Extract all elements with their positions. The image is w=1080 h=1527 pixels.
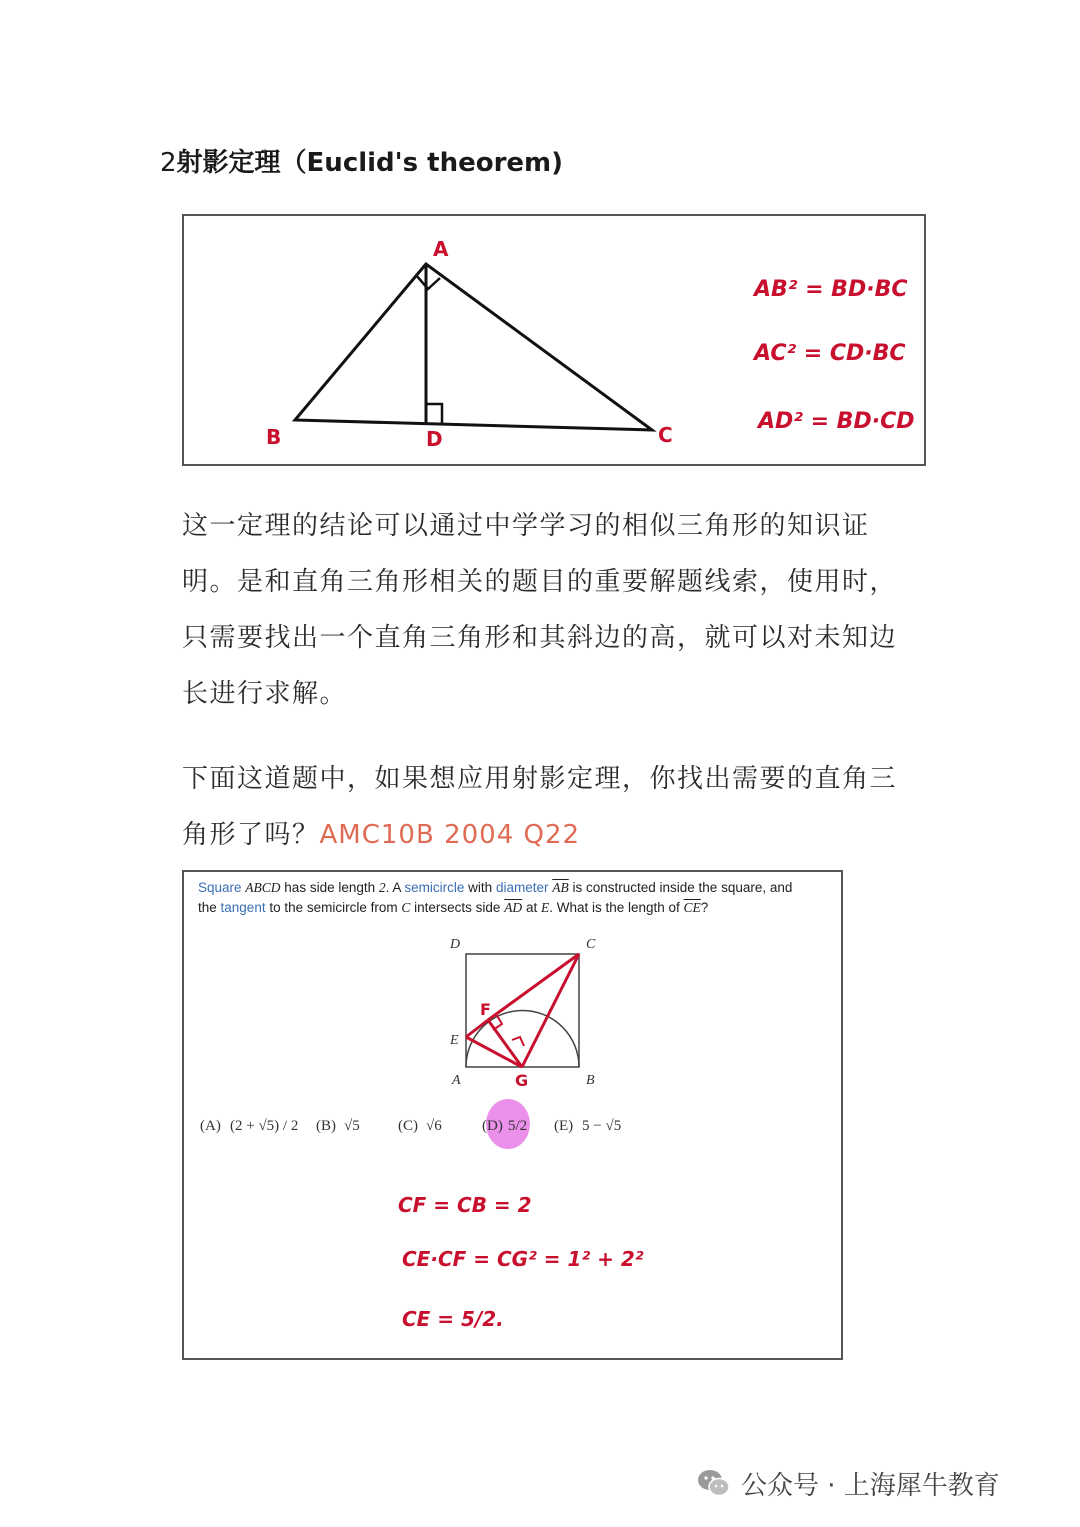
work-line-1: CF = CB = 2 <box>398 1193 532 1217</box>
segment-cf <box>488 954 579 1020</box>
section-title: 射影定理（Euclid's theorem) <box>176 148 564 178</box>
choice-e-value: 5 − √5 <box>582 1118 622 1134</box>
choice-c-label: (C) <box>398 1118 418 1134</box>
label-b: B <box>586 1073 595 1088</box>
label-c: C <box>586 937 596 952</box>
problem-line-2: the tangent to the semicircle from C intersects side $\overline{AD}$ at E. What is the length of $\overline{CE}$? <box>198 900 709 915</box>
right-angle-fg <box>512 1037 524 1046</box>
choice-a-label: (A) <box>200 1118 221 1134</box>
choice-d-label: (D) <box>482 1118 503 1134</box>
work-line-2: CE·CF = CG² = 1² + 2² <box>402 1247 644 1271</box>
section-number: 2 <box>160 148 177 178</box>
problem-reference: AMC10B 2004 Q22 <box>319 820 581 850</box>
choice-b-value: √5 <box>344 1118 360 1134</box>
watermark-text: 公众号 · 上海犀牛教育 <box>741 1470 1000 1501</box>
euclid-theorem-figure <box>182 214 926 466</box>
label-a: A <box>452 1073 461 1088</box>
question-text: 下面这道题中，如果想应用射影定理，你找出需要的直角三角形了吗？ <box>182 764 898 850</box>
vertex-label-d: D <box>426 427 443 451</box>
choice-e-label: (E) <box>554 1118 574 1134</box>
label-f: F <box>480 1000 491 1019</box>
choice-b-label: (B) <box>316 1118 336 1134</box>
label-d: D <box>450 937 461 952</box>
wechat-icon <box>697 1468 731 1498</box>
right-angle-mark-a <box>416 275 440 289</box>
triangle-abc <box>295 264 652 430</box>
vertex-label-c: C <box>658 423 673 447</box>
work-line-3: CE = 5/2. <box>402 1307 504 1331</box>
section-heading <box>160 142 563 179</box>
choice-d-value: 5/2 <box>508 1118 528 1134</box>
formula-ac: AC² = CD·BC <box>754 341 906 366</box>
formula-ad: AD² = BD·CD <box>758 409 915 434</box>
watermark <box>697 1463 1000 1503</box>
label-g: G <box>515 1071 529 1090</box>
explanation-paragraph: 这一定理的结论可以通过中学学习的相似三角形的知识证明。是和直角三角形相关的题目的重要解题线索，使用时，只需要找出一个直角三角形和其斜边的高，就可以对未知边长进行求解。 <box>182 511 898 709</box>
question-paragraph <box>182 751 902 863</box>
formula-ab: AB² = BD·BC <box>754 277 908 302</box>
vertex-label-b: B <box>266 425 282 449</box>
problem-line-1: Square ABCD has side length 2. A semicircle with diameter $\overline{AB}$ is constructed inside the square, and <box>198 880 793 895</box>
segment-eg <box>466 1037 522 1067</box>
amc-problem-figure <box>182 870 843 1360</box>
right-angle-mark-d <box>426 404 442 425</box>
vertex-label-a: A <box>433 237 449 261</box>
segment-fg <box>488 1020 522 1067</box>
label-e: E <box>450 1033 459 1048</box>
right-triangle-diagram <box>295 264 652 430</box>
choice-c-value: √6 <box>426 1118 442 1134</box>
choice-a-value: (2 + √5) / 2 <box>230 1118 299 1134</box>
